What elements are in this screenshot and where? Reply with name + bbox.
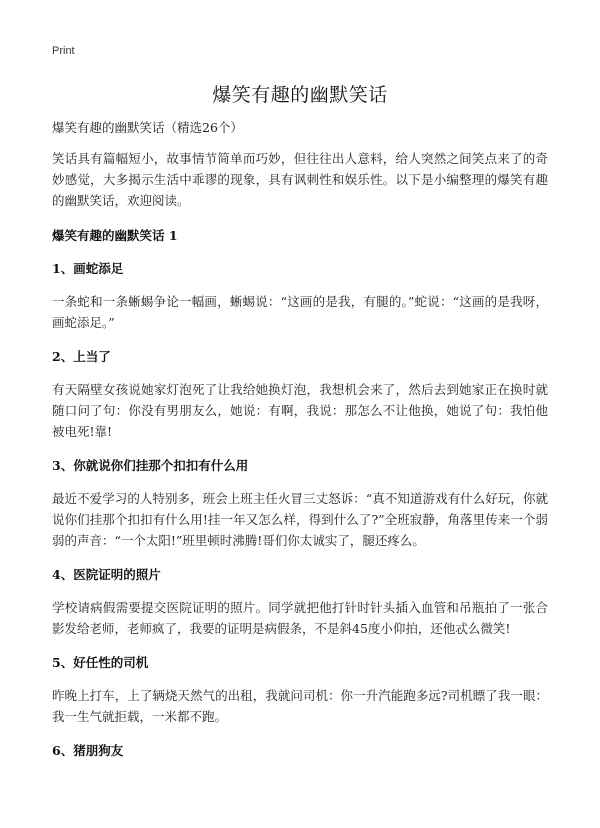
intro-paragraph: 笑话具有篇幅短小，故事情节简单而巧妙，但往往出人意料，给人突然之间笑点来了的奇妙感觉，大多揭示生活中乖谬的现象，具有讽刺性和娱乐性。以下是小编整理的爆笑有趣的幽默笑话，欢迎阅读。	[52, 151, 548, 208]
joke-heading-4: 4、医院证明的照片	[52, 567, 161, 582]
joke-heading-3: 3、你就说你们挂那个扣扣有什么用	[52, 458, 249, 473]
document-title: 爆笑有趣的幽默笑话	[212, 84, 388, 106]
document-subtitle: 爆笑有趣的幽默笑话（精选26个）	[52, 120, 243, 135]
joke-heading-5: 5、好任性的司机	[52, 655, 149, 670]
joke-heading-2: 2、上当了	[52, 349, 111, 364]
joke-body-2: 有天隔壁女孩说她家灯泡死了让我给她换灯泡，我想机会来了，然后去到她家正在换时就随口问了句：你没有男朋友么，她说：有啊，我说：那怎么不让他换，她说了句：我怕他被电死!靠!	[52, 382, 548, 439]
joke-body-3: 最近不爱学习的人特别多，班会上班主任火冒三丈怒诉：“真不知道游戏有什么好玩，你就说你们挂那个扣扣有什么用!挂一年又怎么样，得到什么了?”全班寂静，角落里传来一个弱弱的声音：“一个太阳!”班里顿时沸腾!哥们你太诚实了，腿还疼么。	[52, 491, 548, 548]
joke-body-1: 一条蛇和一条蜥蜴争论一幅画，蜥蜴说：“这画的是我，有腿的。”蛇说：“这画的是我呀，画蛇添足。”	[52, 294, 548, 330]
joke-heading-6: 6、猪朋狗友	[52, 743, 124, 758]
joke-body-5: 昨晚上打车，上了辆烧天然气的出租，我就问司机：你一升汽能跑多远?司机瞟了我一眼：我一生气就拒载，一米都不跑。	[52, 688, 548, 724]
joke-body-4: 学校请病假需要提交医院证明的照片。同学就把他打针时针头插入血管和吊瓶拍了一张合影发给老师，老师疯了，我要的证明是病假条，不是斜45度小仰拍，还他忒么微笑!	[52, 600, 548, 636]
print-link[interactable]: Print	[52, 45, 75, 57]
section-heading: 爆笑有趣的幽默笑话 1	[52, 228, 178, 243]
document-content	[52, 118, 548, 773]
joke-heading-1: 1、画蛇添足	[52, 261, 124, 276]
